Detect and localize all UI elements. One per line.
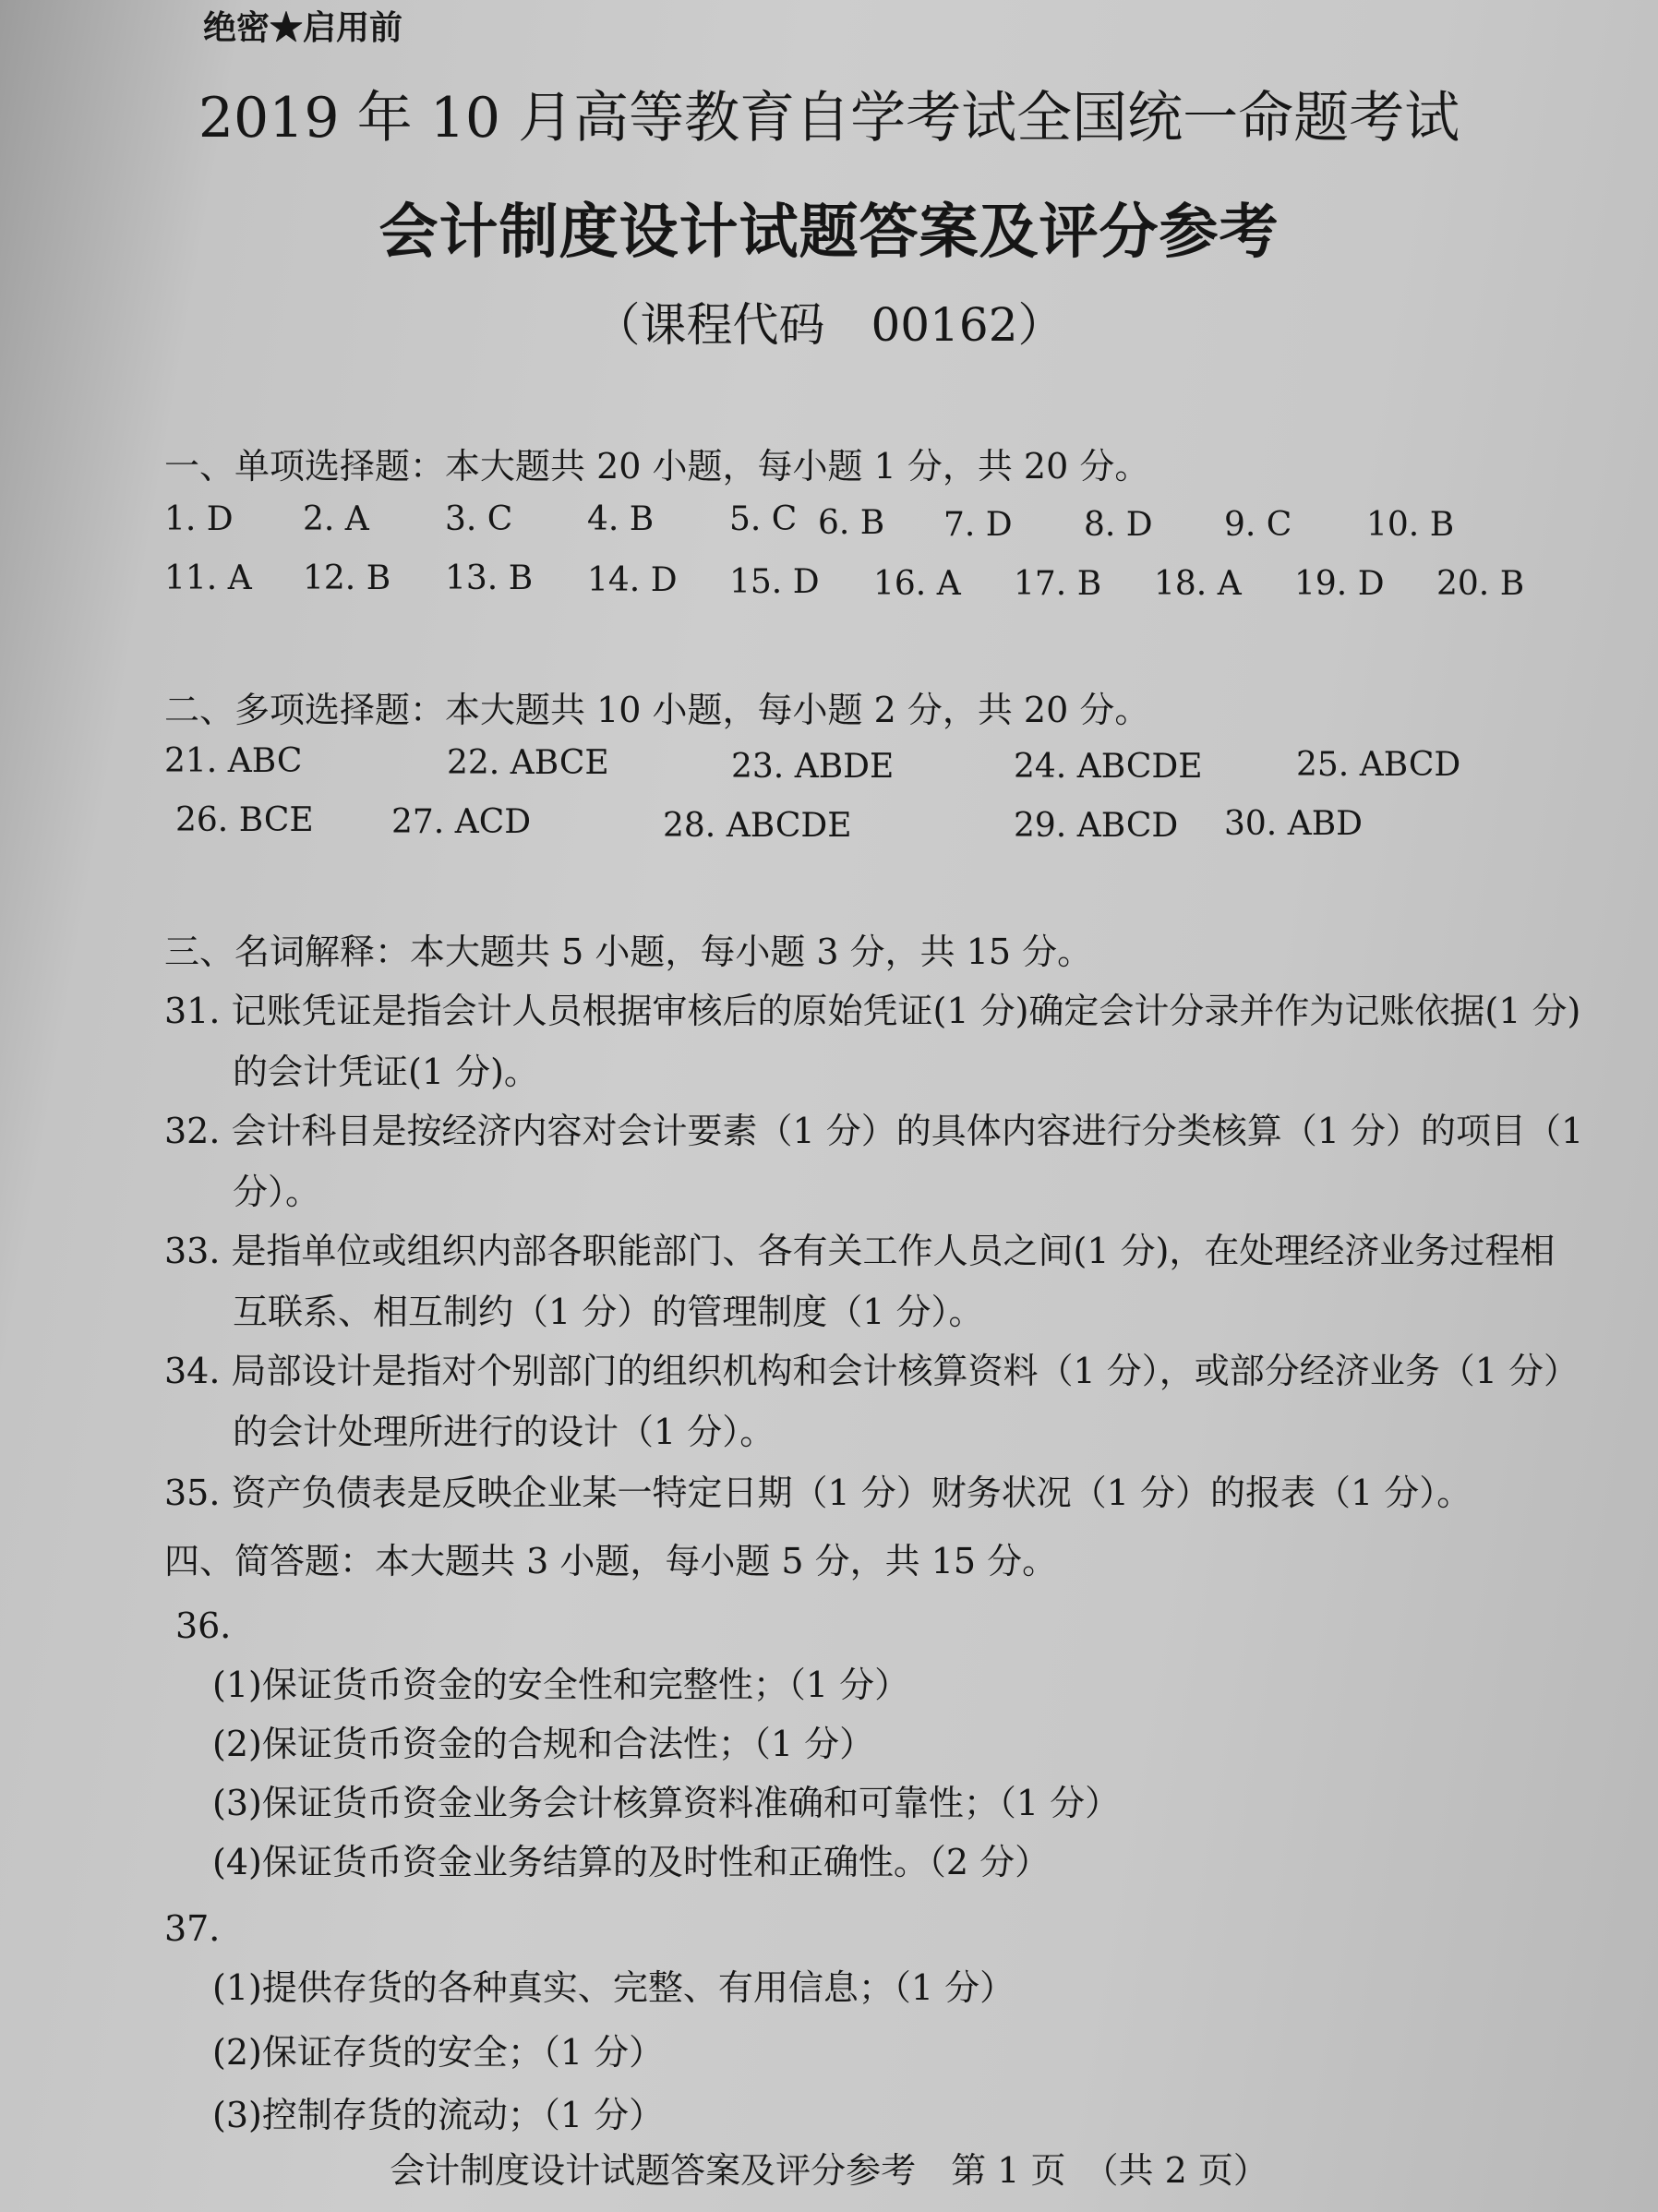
answer-point: (3)保证货币资金业务会计核算资料准确和可靠性；（1 分） xyxy=(212,1783,1121,1823)
answer-point: (4)保证货币资金业务结算的及时性和正确性。（2 分） xyxy=(212,1842,1051,1882)
answer-item: 21. ABC xyxy=(164,742,303,780)
term-answer-line: 33. 是指单位或组织内部各职能部门、各有关工作人员之间(1 分)，在处理经济业务过程相 xyxy=(164,1231,1556,1271)
answer-point: (1)提供存货的各种真实、完整、有用信息；（1 分） xyxy=(212,1967,1015,2008)
term-answer-34 xyxy=(164,1340,1579,1462)
answer-item: 19. D xyxy=(1294,565,1385,603)
page-footer: 会计制度设计试题答案及评分参考 第 1 页 （共 2 页） xyxy=(390,2150,1268,2191)
answer-item: 3. C xyxy=(445,500,513,538)
section3-heading: 三、名词解释：本大题共 5 小题，每小题 3 分，共 15 分。 xyxy=(164,932,1093,972)
answer-item: 20. B xyxy=(1436,565,1525,603)
section1-heading: 一、单项选择题：本大题共 20 小题，每小题 1 分，共 20 分。 xyxy=(164,446,1150,487)
term-answer-line: 32. 会计科目是按经济内容对会计要素（1 分）的具体内容进行分类核算（1 分）的项目（1 xyxy=(164,1111,1584,1151)
confidential-mark: 绝密★启用前 xyxy=(203,8,403,47)
term-answer-line: 34. 局部设计是指对个别部门的组织机构和会计核算资料（1 分），或部分经济业务（1 分） xyxy=(164,1351,1580,1391)
answer-item: 23. ABDE xyxy=(731,748,895,786)
answer-item: 26. BCE xyxy=(175,801,314,839)
answer-item: 9. C xyxy=(1224,506,1292,544)
course-code: （课程代码 00162） xyxy=(594,298,1064,352)
exam-title: 2019 年 10 月高等教育自学考试全国统一命题考试 xyxy=(198,86,1460,150)
answer-item: 5. C xyxy=(729,500,798,538)
term-answer-line: 分）。 xyxy=(233,1172,321,1212)
answer-item: 6. B xyxy=(818,504,885,542)
answer-item: 14. D xyxy=(587,561,678,599)
answer-point: (1)保证货币资金的安全性和完整性；（1 分） xyxy=(212,1665,910,1705)
answer-item: 8. D xyxy=(1084,506,1153,544)
document-title: 会计制度设计试题答案及评分参考 xyxy=(378,198,1280,267)
term-answer-line: 的会计处理所进行的设计（1 分）。 xyxy=(233,1412,775,1452)
term-answer-line: 的会计凭证(1 分)。 xyxy=(233,1052,539,1092)
section4-heading: 四、简答题：本大题共 3 小题，每小题 5 分，共 15 分。 xyxy=(164,1541,1058,1581)
answer-item: 25. ABCD xyxy=(1296,746,1461,784)
question-36-number: 36． xyxy=(175,1605,256,1646)
answer-point: (2)保证货币资金的合规和合法性；（1 分） xyxy=(212,1724,875,1764)
term-answer-35 xyxy=(164,1462,1472,1523)
answer-item: 10. B xyxy=(1366,506,1455,544)
answer-item: 11. A xyxy=(164,559,252,597)
term-answer-31 xyxy=(164,980,1580,1102)
answer-item: 1. D xyxy=(164,500,234,538)
answer-item: 22. ABCE xyxy=(447,744,609,782)
term-answer-line: 31. 记账凭证是指会计人员根据审核后的原始凭证(1 分)确定会计分录并作为记账依据(1 分) xyxy=(164,991,1581,1031)
answer-item: 24. ABCDE xyxy=(1014,748,1203,786)
answer-point: (3)控制存货的流动；（1 分） xyxy=(212,2095,665,2135)
answer-item: 30. ABD xyxy=(1224,805,1364,843)
answer-item: 4. B xyxy=(587,500,655,538)
term-answer-line: 35. 资产负债表是反映企业某一特定日期（1 分）财务状况（1 分）的报表（1 分）。 xyxy=(164,1473,1472,1513)
question-37-number: 37． xyxy=(164,1908,245,1949)
answer-item: 27. ACD xyxy=(391,803,532,841)
section2-heading: 二、多项选择题：本大题共 10 小题，每小题 2 分，共 20 分。 xyxy=(164,690,1150,730)
answer-item: 29. ABCD xyxy=(1014,807,1179,845)
answer-item: 18. A xyxy=(1154,565,1242,603)
answer-item: 12. B xyxy=(303,559,391,597)
term-answer-line: 互联系、相互制约（1 分）的管理制度（1 分）。 xyxy=(233,1292,984,1332)
answer-point: (2)保证存货的安全；（1 分） xyxy=(212,2032,665,2073)
answer-item: 15. D xyxy=(729,563,820,601)
term-answer-32 xyxy=(164,1100,1583,1222)
answer-item: 28. ABCDE xyxy=(663,807,852,845)
answer-item: 2. A xyxy=(303,500,369,538)
answer-item: 16. A xyxy=(873,565,961,603)
answer-item: 17. B xyxy=(1014,565,1102,603)
term-answer-33 xyxy=(164,1220,1555,1342)
answer-item: 7. D xyxy=(943,506,1013,544)
answer-item: 13. B xyxy=(445,559,534,597)
